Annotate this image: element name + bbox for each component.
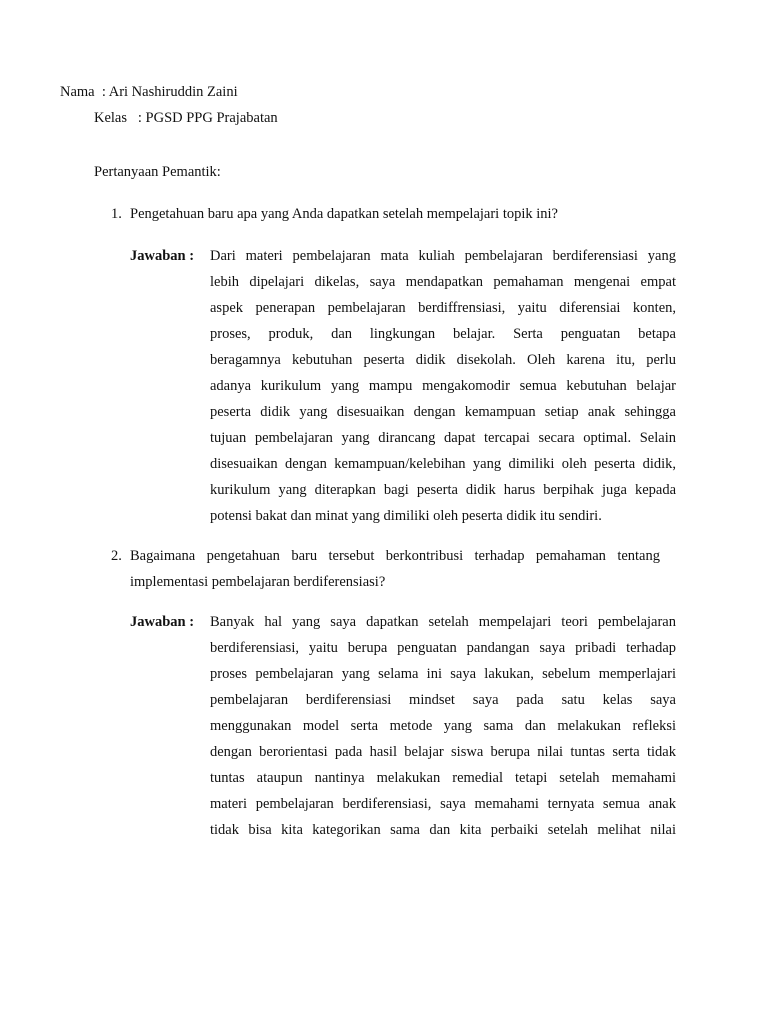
question-number: 2. bbox=[111, 548, 122, 564]
question-text: Pengetahuan baru apa yang Anda dapatkan setelah mempelajari topik ini? bbox=[130, 206, 558, 222]
answer-line: materi pembelajaran berdiferensiasi, saya memahami ternyata semua anak bbox=[210, 796, 676, 812]
answer-line: beragamnya kebutuhan peserta didik disekolah. Oleh karena itu, perlu bbox=[210, 352, 676, 368]
answer-line: menggunakan model serta metode yang sama dan melakukan refleksi bbox=[210, 718, 676, 734]
answer-line: tujuan pembelajaran yang dirancang dapat tercapai secara optimal. Selain bbox=[210, 430, 676, 446]
answer-line: proses pembelajaran yang selama ini saya lakukan, sebelum memperlajari bbox=[210, 666, 676, 682]
nama-label: Nama bbox=[60, 84, 95, 100]
answer-line: peserta didik yang disesuaikan dengan kemampuan setiap anak sehingga bbox=[210, 404, 676, 420]
section-title: Pertanyaan Pemantik: bbox=[94, 164, 221, 180]
nama-row bbox=[60, 84, 238, 101]
answer-line: Dari materi pembelajaran mata kuliah pembelajaran berdiferensiasi yang bbox=[210, 248, 676, 264]
answer-line: potensi bakat dan minat yang dimiliki oleh peserta didik itu sendiri. bbox=[210, 508, 602, 524]
question-number: 1. bbox=[111, 206, 122, 222]
kelas-label: Kelas bbox=[94, 110, 128, 126]
question-text: implementasi pembelajaran berdiferensiasi? bbox=[130, 574, 386, 590]
answer-line: pembelajaran berdiferensiasi mindset saya pada satu kelas saya bbox=[210, 692, 676, 708]
answer-line: proses, produk, dan lingkungan belajar. Serta penguatan betapa bbox=[210, 326, 676, 342]
kelas-row bbox=[94, 110, 278, 127]
answer-line: tuntas ataupun nantinya melakukan remedial tetapi setelah memahami bbox=[210, 770, 676, 786]
answer-line: lebih dipelajari dikelas, saya mendapatkan pemahaman mengenai empat bbox=[210, 274, 676, 290]
answer-line: aspek penerapan pembelajaran berdiffrensiasi, yaitu diferensiai konten, bbox=[210, 300, 676, 316]
answer-line: dengan berorientasi pada hasil belajar siswa berupa nilai tuntas serta tidak bbox=[210, 744, 676, 760]
answer-line: disesuaikan dengan kemampuan/kelebihan yang dimiliki oleh peserta didik, bbox=[210, 456, 676, 472]
question-text: Bagaimana pengetahuan baru tersebut berkontribusi terhadap pemahaman tentang bbox=[130, 548, 660, 564]
answer-label: Jawaban : bbox=[130, 248, 195, 264]
answer-line: Banyak hal yang saya dapatkan setelah mempelajari teori pembelajaran bbox=[210, 614, 676, 630]
answer-label: Jawaban : bbox=[130, 614, 195, 630]
answer-line: berdiferensiasi, yaitu berupa penguatan pandangan saya pribadi terhadap bbox=[210, 640, 676, 656]
answer-line: tidak bisa kita kategorikan sama dan kita perbaiki setelah melihat nilai bbox=[210, 822, 676, 838]
answer-line: kurikulum yang diterapkan bagi peserta didik harus berpihak juga kepada bbox=[210, 482, 676, 498]
nama-value: : Ari Nashiruddin Zaini bbox=[101, 84, 238, 100]
answer-line: adanya kurikulum yang mampu mengakomodir semua kebutuhan belajar bbox=[210, 378, 676, 394]
kelas-value: : PGSD PPG Prajabatan bbox=[137, 110, 278, 126]
